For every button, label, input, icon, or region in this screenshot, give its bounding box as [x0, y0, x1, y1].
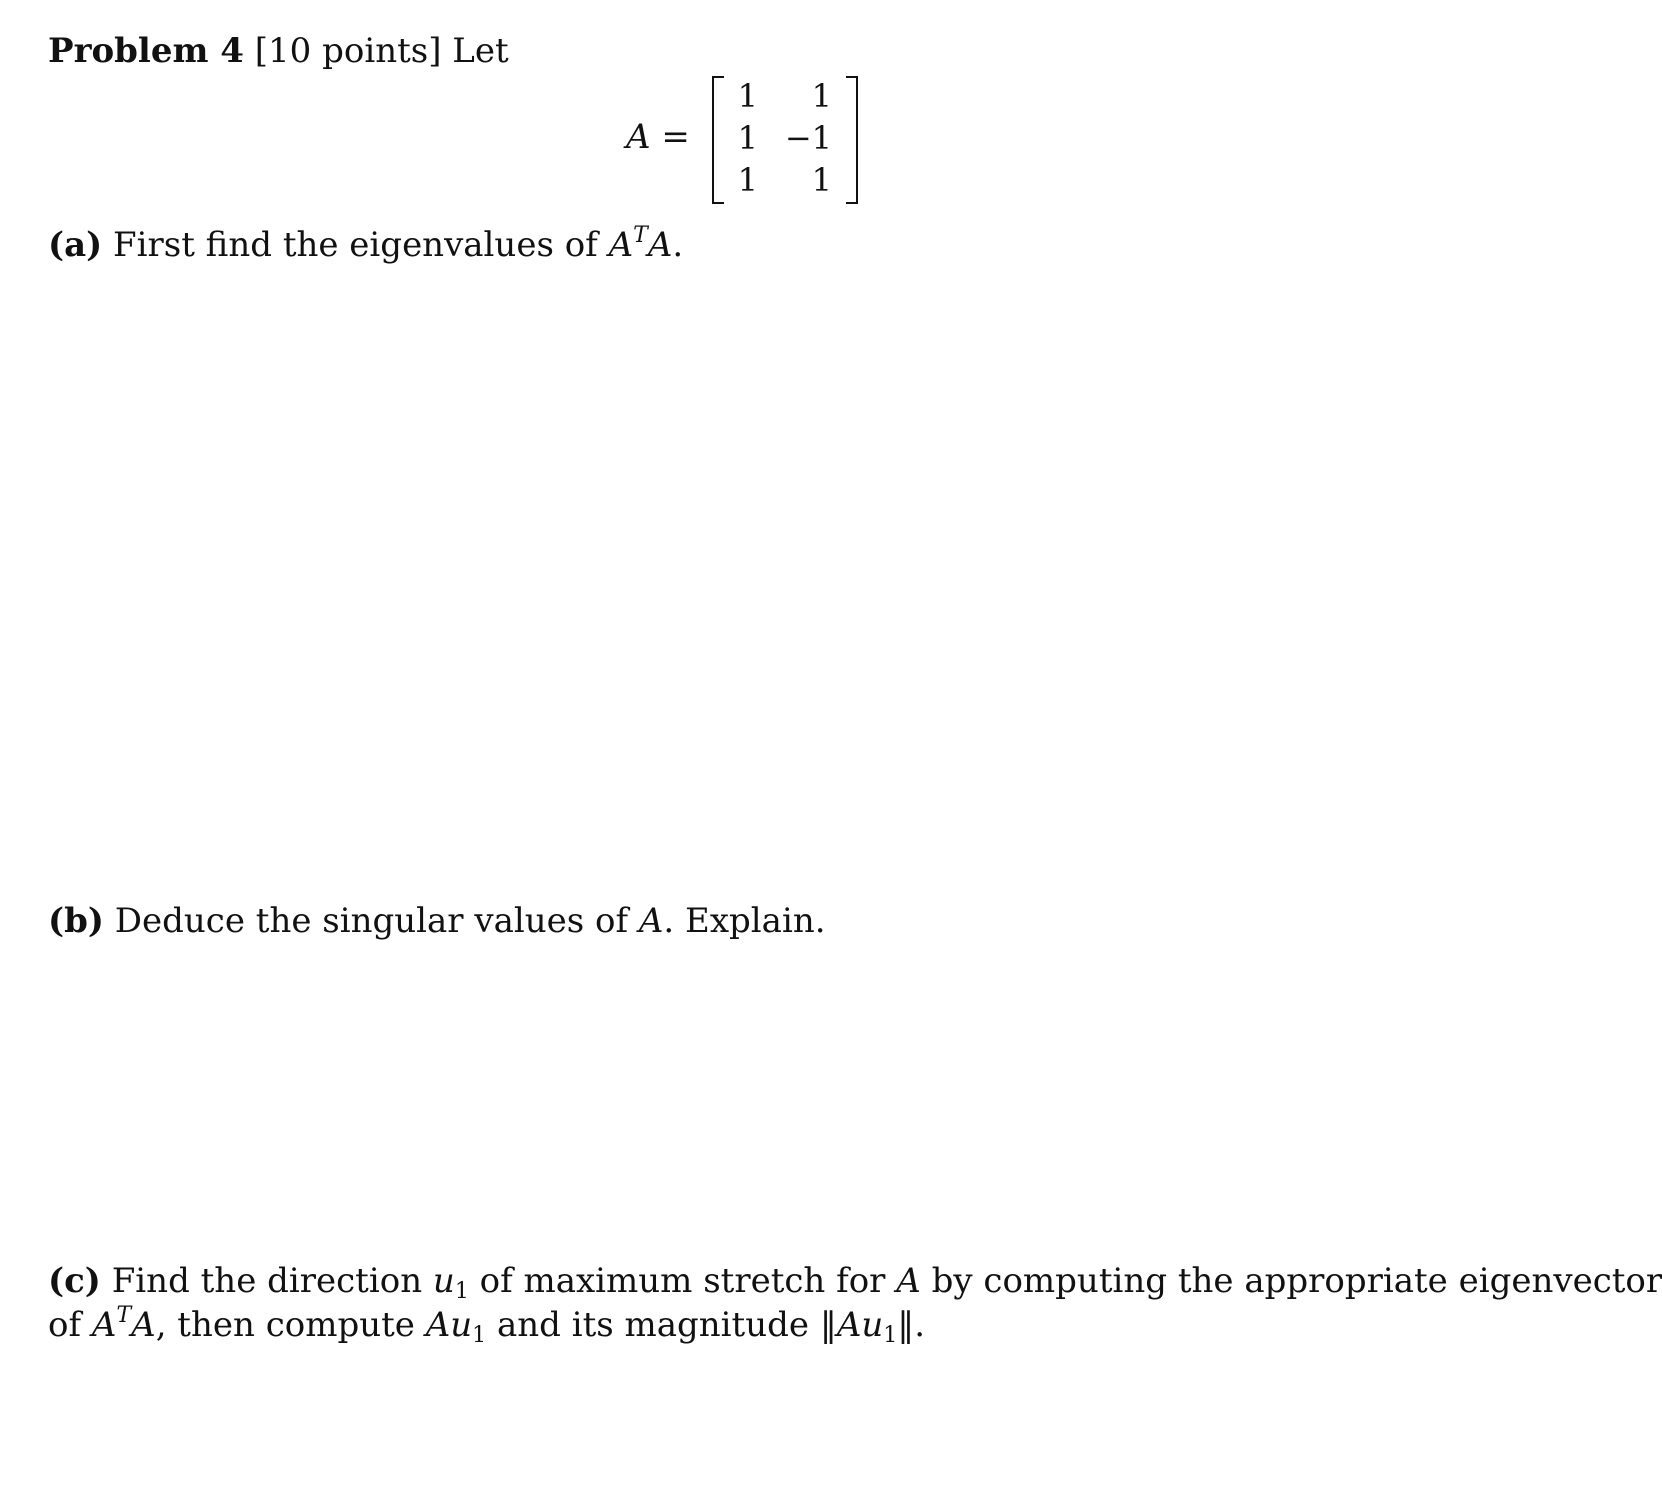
part-b-text: Deduce the singular values of — [114, 901, 629, 941]
matrix-cell-r1c2: 1 — [811, 77, 832, 115]
part-c-ata-tail: A — [131, 1305, 156, 1345]
part-b-label: (b) — [48, 901, 104, 941]
part-a — [48, 224, 683, 266]
part-a-expr-tail: A — [647, 225, 673, 265]
part-b — [48, 900, 826, 942]
part-c-ata-sup: T — [116, 1303, 132, 1328]
part-c-norm-open: ‖ — [819, 1305, 837, 1345]
part-a-label: (a) — [48, 225, 103, 265]
part-b-var: A — [638, 901, 664, 941]
matrix-left-bracket — [712, 76, 724, 204]
matrix-cell-r1c1: 1 — [737, 77, 758, 115]
part-b-tail: . Explain. — [663, 901, 826, 941]
part-c-line1 — [48, 1260, 1662, 1302]
matrix-name: A — [626, 117, 651, 157]
part-c-A1: A — [896, 1261, 921, 1301]
part-c-label: (c) — [48, 1261, 101, 1301]
part-c-norm-var: Au — [836, 1305, 884, 1345]
matrix-cell-r2c1: 1 — [737, 119, 758, 157]
part-c-text4: , then compute — [155, 1305, 415, 1345]
intro-text: Let — [452, 31, 509, 71]
part-c-sub2: 1 — [472, 1323, 487, 1348]
part-a-expr-base: A — [608, 225, 634, 265]
part-c-text5: and its magnitude — [496, 1305, 809, 1345]
part-c-text2: of maximum stretch for — [479, 1261, 886, 1301]
part-c-sub1: 1 — [454, 1279, 469, 1304]
matrix-cell-r3c1: 1 — [737, 161, 758, 199]
part-c-au: Au — [425, 1305, 473, 1345]
part-c-sub3: 1 — [883, 1323, 898, 1348]
problem-label: Problem 4 — [48, 31, 244, 71]
part-c-line2 — [48, 1304, 925, 1346]
part-c-text3: by computing the appropriate eigenvector — [931, 1261, 1662, 1301]
part-a-text: First find the eigenvalues of — [113, 225, 598, 265]
matrix-cell-r3c2: 1 — [811, 161, 832, 199]
points-label: [10 points] — [254, 31, 442, 71]
part-c-ata-base: A — [91, 1305, 117, 1345]
matrix-right-bracket — [846, 76, 858, 204]
part-c-of: of — [48, 1305, 82, 1345]
matrix-equals: = — [661, 117, 690, 157]
matrix-block — [0, 0, 1570, 220]
part-a-expr-sup: T — [633, 223, 648, 248]
part-c-u: u — [432, 1261, 455, 1301]
matrix-lhs — [626, 116, 690, 158]
matrix-cell-r2c2: −1 — [784, 119, 832, 157]
part-c-norm-close: ‖. — [897, 1305, 926, 1345]
part-a-end: . — [672, 225, 684, 265]
part-c-text1: Find the direction — [111, 1261, 423, 1301]
